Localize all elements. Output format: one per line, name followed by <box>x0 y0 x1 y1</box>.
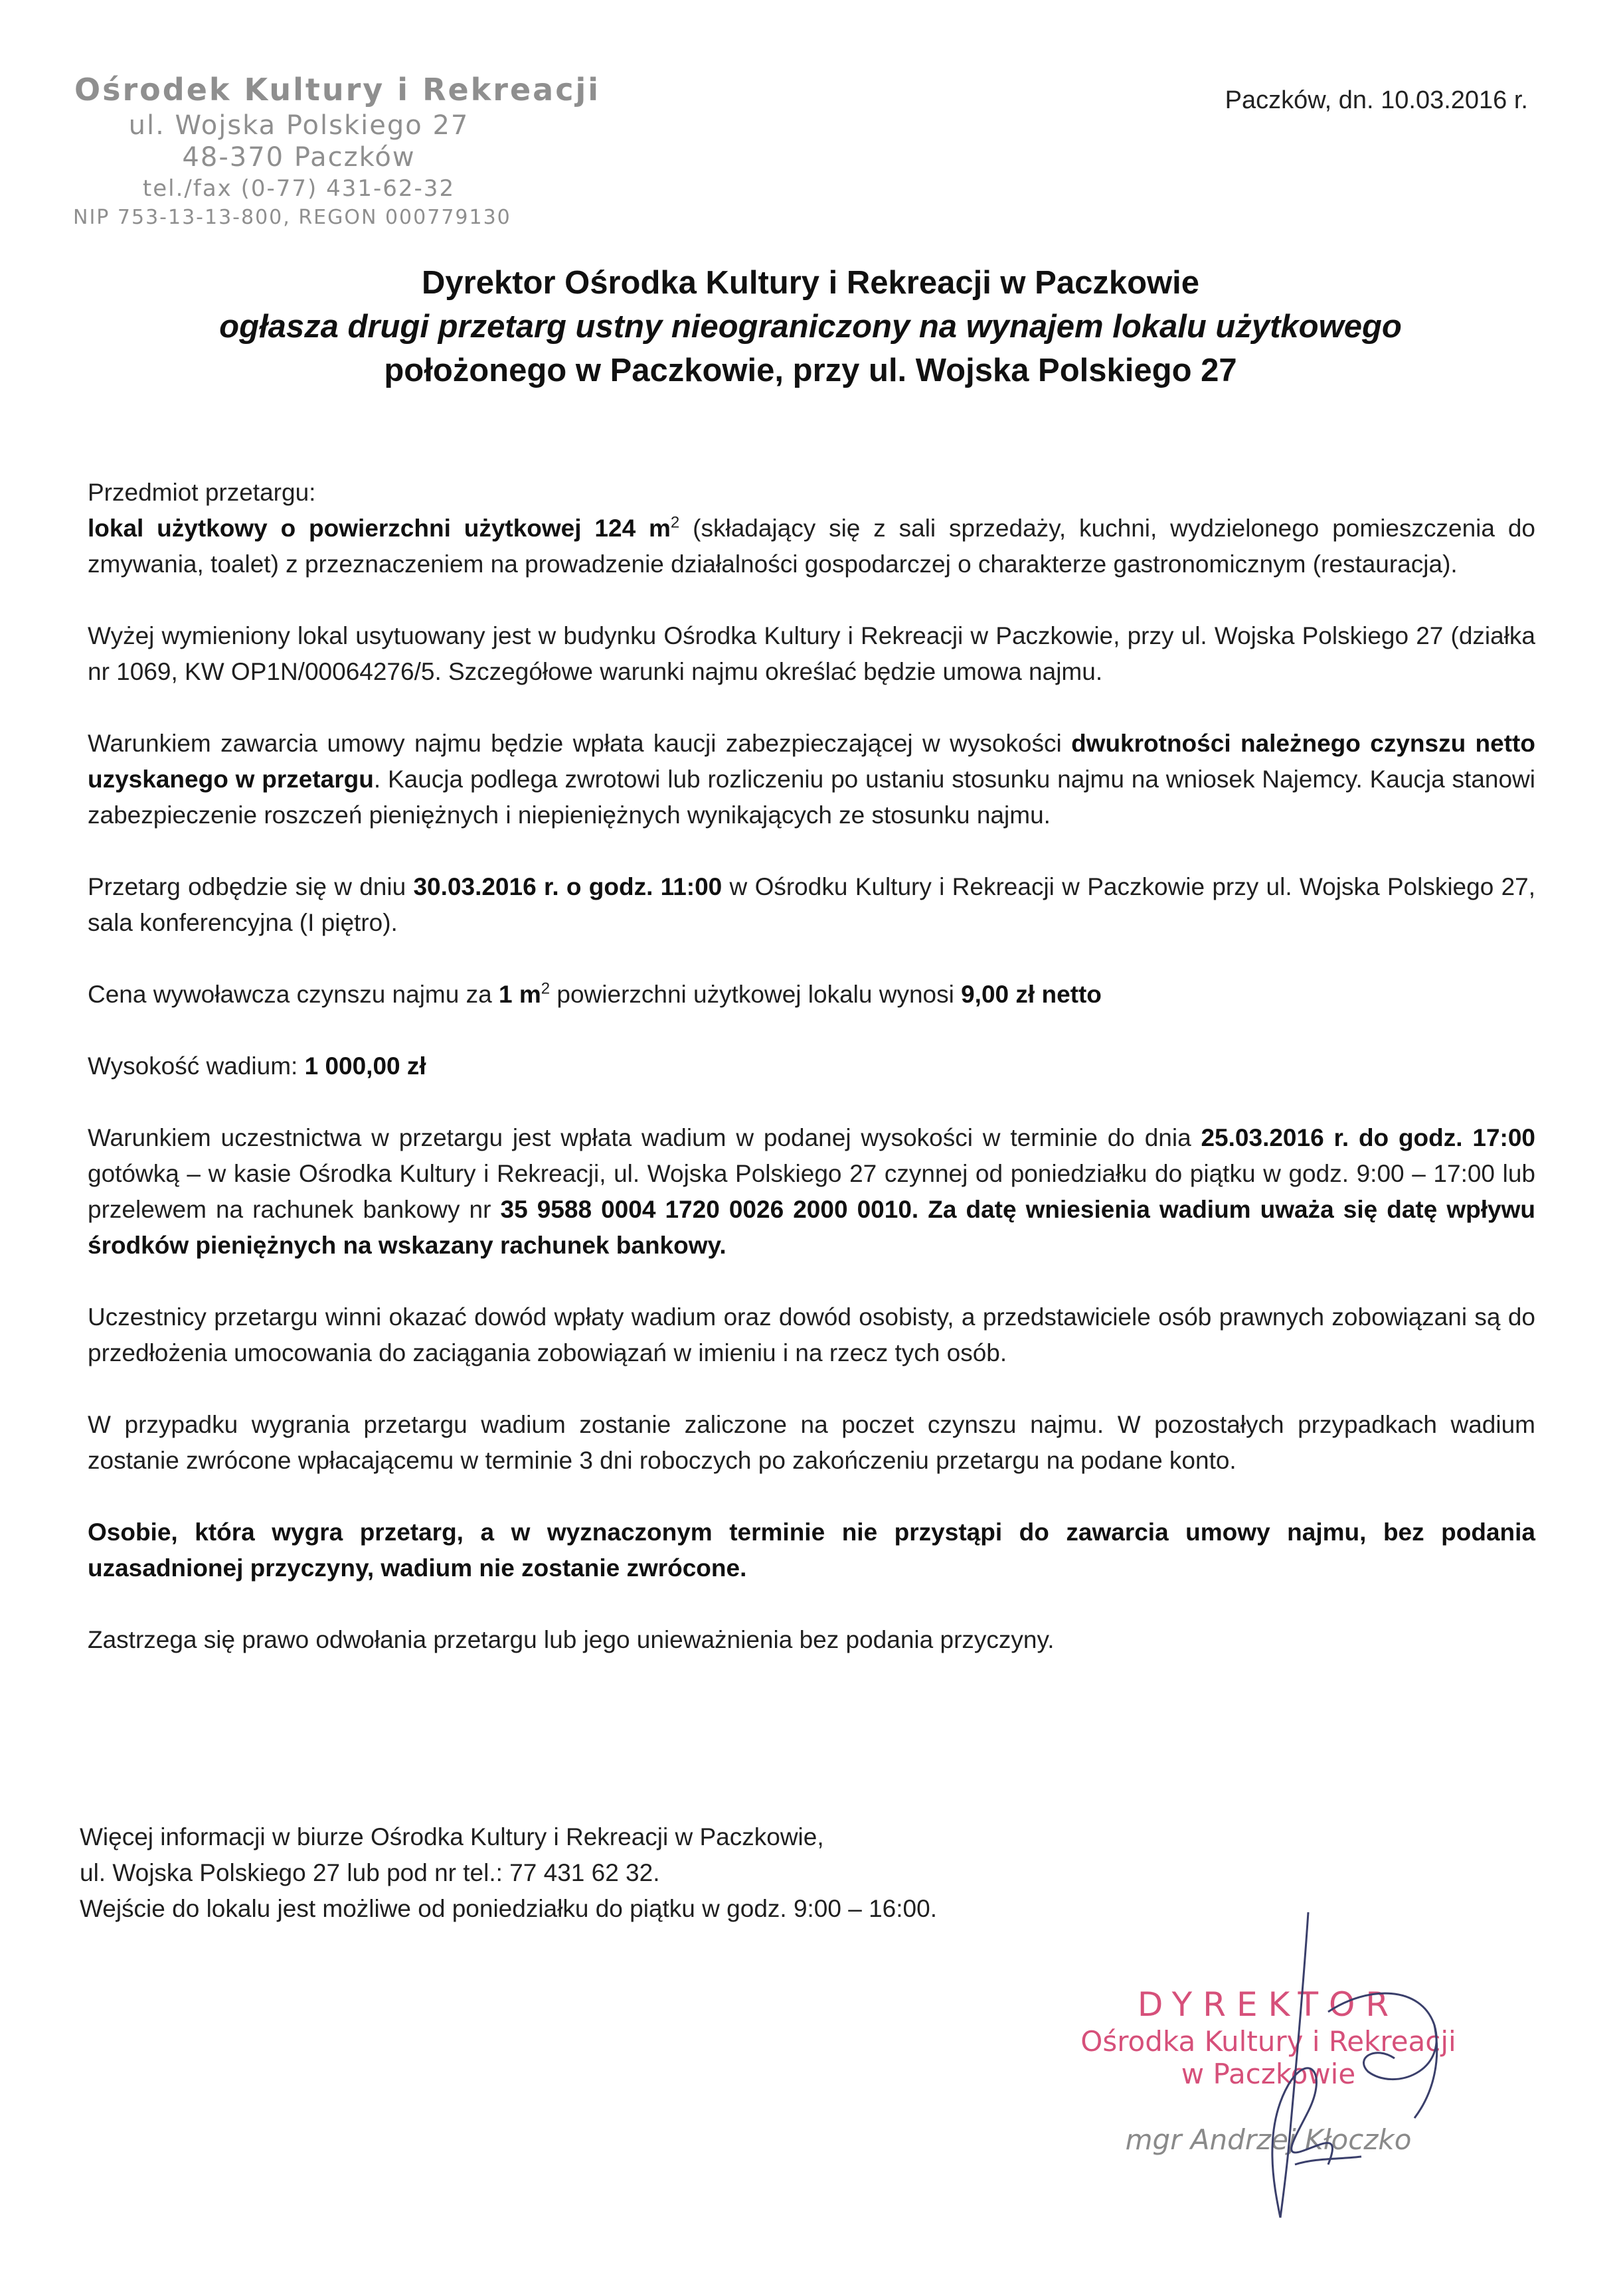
subject-label: Przedmiot przetargu: <box>88 479 316 506</box>
paragraph-participation <box>88 1120 1535 1264</box>
price-text-1: Cena wywoławcza czynszu najmu za <box>88 981 499 1008</box>
organization-stamp <box>73 72 601 229</box>
price-text-2: powierzchni użytkowej lokalu wynosi <box>550 981 962 1008</box>
stamp-org-name: Ośrodek Kultury i Rekreacji <box>74 72 601 108</box>
paragraph-tender-date <box>88 869 1535 941</box>
director-org: Ośrodka Kultury i Rekreacji <box>1080 2025 1456 2058</box>
participation-account: 35 9588 0004 1720 0026 2000 0010. Za datę wniesienia wadium uważa się datę wpływu środków pieniężnych na wskazany rachunek bankowy. <box>88 1196 1535 1259</box>
deposit-bold: dwukrotności należnego czynszu netto uzyskanego w przetargu <box>88 730 1535 793</box>
handwritten-signature <box>1129 1912 1474 2231</box>
stamp-street: ul. Wojska Polskiego 27 <box>128 110 469 141</box>
tender-text-1: Przetarg odbędzie się w dniu <box>88 873 414 900</box>
contact-line-3: Wejście do lokalu jest możliwe od poniedziałku do piątku w godz. 9:00 – 16:00. <box>80 1895 937 1922</box>
paragraph-price <box>88 977 1535 1013</box>
director-name: mgr Andrzej Kłoczko <box>1125 2123 1412 2156</box>
paragraph-cancellation: Zastrzega się prawo odwołania przetargu lub jego unieważnienia bez podania przyczyny. <box>88 1626 1055 1653</box>
deposit-text-1: Warunkiem zawarcia umowy najmu będzie wpłata kaucji zabezpieczającej w wysokości <box>88 730 1072 757</box>
stamp-nip: NIP 753-13-13-800, REGON 000779130 <box>73 206 511 229</box>
heading-line-1: Dyrektor Ośrodka Kultury i Rekreacji w Paczkowie <box>421 265 1200 301</box>
document-date: Paczków, dn. 10.03.2016 r. <box>1225 86 1528 114</box>
subject-rest: (składający się z sali sprzedaży, kuchni, wydzielonego pomieszczenia do zmywania, toalet) z przeznaczeniem na prowadzenie działalności gospodarczej o charakterze gastronomicznym (restauracja). <box>88 515 1535 578</box>
heading-line-3: położonego w Paczkowie, przy ul. Wojska Polskiego 27 <box>384 353 1237 388</box>
heading-line-2: ogłasza drugi przetarg ustny nieograniczony na wynajem lokalu użytkowego <box>219 309 1402 345</box>
director-city: w Paczkowie <box>1181 2058 1356 2090</box>
director-title: DYREKTOR <box>1137 1985 1400 2024</box>
paragraph-deposit <box>88 726 1535 833</box>
participation-text-1: Warunkiem uczestnictwa w przetargu jest wpłata wadium w podanej wysokości w terminie do dnia <box>88 1124 1201 1151</box>
price-sup: 2 <box>541 979 551 998</box>
paragraph-subject <box>88 475 1535 582</box>
tender-text-2: w Ośrodku Kultury i Rekreacji w Paczkowie przy ul. Wojska Polskiego 27, sala konferencyjna (I piętro). <box>88 873 1536 936</box>
forfeit-bold: Osobie, która wygra przetarg, a w wyznaczonym terminie nie przystąpi do zawarcia umowy najmu, bez podania uzasadnionej przyczyny, wadium nie zostanie zwrócone. <box>88 1518 1535 1582</box>
wadium-label: Wysokość wadium: <box>88 1052 305 1080</box>
contact-line-2: ul. Wojska Polskiego 27 lub pod nr tel.: 77 431 62 32. <box>80 1859 660 1886</box>
document-heading <box>133 261 1488 392</box>
paragraph-location: Wyżej wymieniony lokal usytuowany jest w budynku Ośrodka Kultury i Rekreacji w Paczkowie, przy ul. Wojska Polskiego 27 (działka nr 1069, KW OP1N/00064276/5. Szczegółowe warunki najmu określać będzie umowa najmu. <box>88 622 1535 685</box>
stamp-tel: tel./fax (0-77) 431-62-32 <box>142 175 456 202</box>
contact-info <box>80 1819 937 1927</box>
wadium-value: 1 000,00 zł <box>304 1052 426 1080</box>
paragraph-wadium <box>88 1048 1535 1084</box>
participation-deadline: 25.03.2016 r. do godz. 17:00 <box>1201 1124 1535 1151</box>
deposit-text-2: . Kaucja podlega zwrotowi lub rozliczeniu po ustaniu stosunku najmu na wniosek Najemcy. Kaucja stanowi zabezpieczenie roszczeń pieniężnych i niepieniężnych wynikających ze stosunku najmu. <box>88 766 1535 829</box>
subject-bold: lokal użytkowy o powierzchni użytkowej 124 m <box>88 515 671 542</box>
price-value-bold: 9,00 zł netto <box>961 981 1102 1008</box>
subject-sup: 2 <box>670 513 680 532</box>
paragraph-forfeit <box>88 1515 1535 1586</box>
tender-date-bold: 30.03.2016 r. o godz. 11:00 <box>413 873 723 900</box>
paragraph-refund: W przypadku wygrania przetargu wadium zostanie zaliczone na poczet czynszu najmu. W pozostałych przypadkach wadium zostanie zwrócone wpłacającemu w terminie 3 dni roboczych po zakończeniu przetargu na podane konto. <box>88 1411 1535 1474</box>
document-body <box>88 475 1535 1694</box>
participation-text-2: gotówką – w kasie Ośrodka Kultury i Rekreacji, ul. Wojska Polskiego 27 czynnej od poniedziałku do piątku w godz. 9:00 – 17:00 lub przelewem na rachunek bankowy nr <box>88 1160 1535 1223</box>
price-area-bold: 1 m <box>498 981 541 1008</box>
paragraph-documents: Uczestnicy przetargu winni okazać dowód wpłaty wadium oraz dowód osobisty, a przedstawiciele osób prawnych zobowiązani są do przedłożenia umocowania do zaciągania zobowiązań w imieniu i na rzecz tych osób. <box>88 1303 1535 1366</box>
contact-line-1: Więcej informacji w biurze Ośrodka Kultury i Rekreacji w Paczkowie, <box>80 1823 824 1850</box>
stamp-zip: 48-370 Paczków <box>182 142 416 173</box>
